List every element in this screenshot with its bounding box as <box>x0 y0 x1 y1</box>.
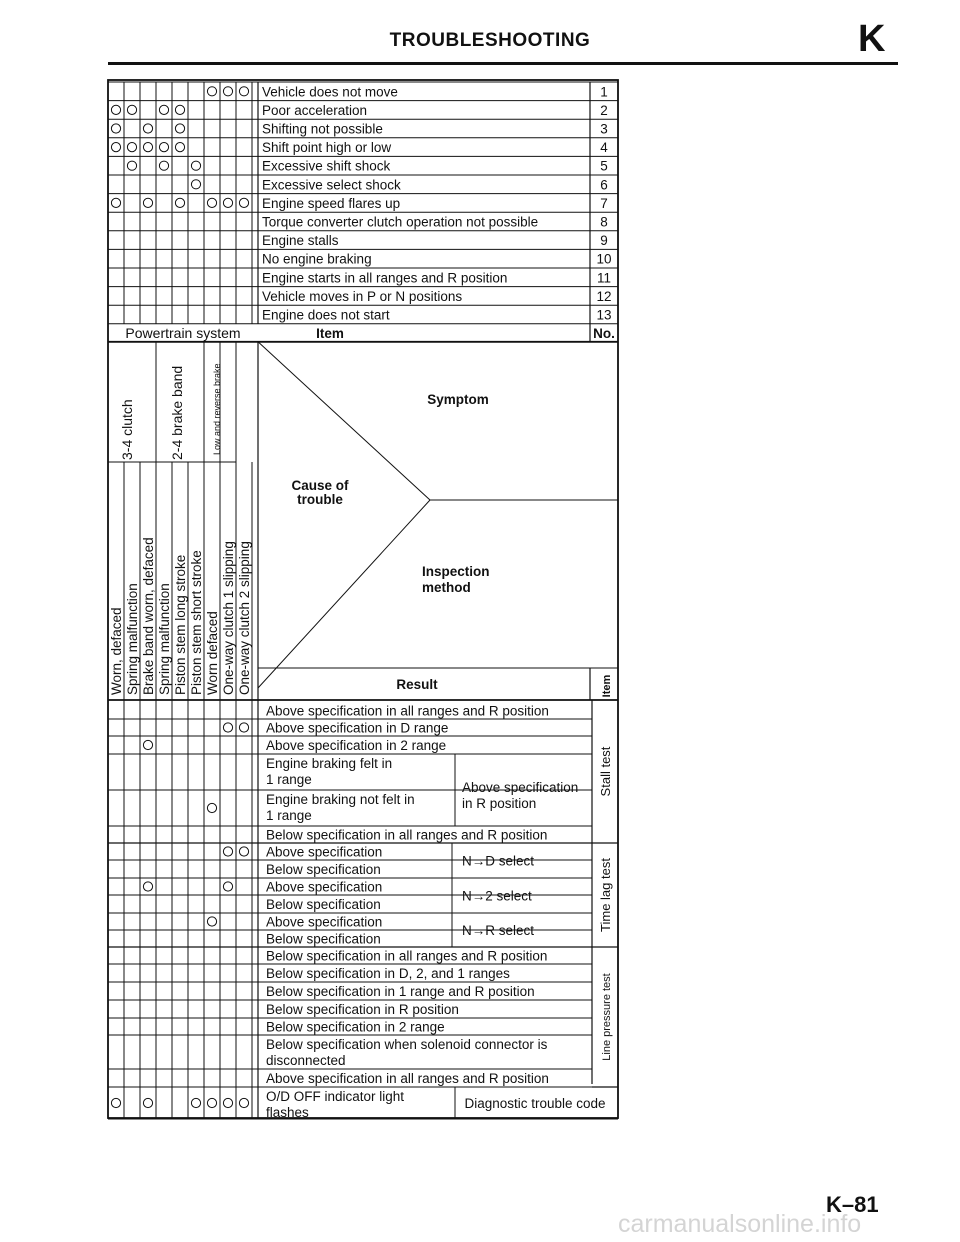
result-label: Below specification in D, 2, and 1 ranges <box>266 966 510 981</box>
symptom-label: Engine starts in all ranges and R position <box>262 270 508 286</box>
cause-header: trouble <box>297 492 343 507</box>
mark-circle <box>143 1098 152 1107</box>
mark-circle <box>207 198 216 207</box>
mark-circle <box>223 723 232 732</box>
mark-circle <box>191 180 200 189</box>
lag-sub-label: N→D select <box>462 853 535 869</box>
result-label: Above specification <box>266 914 383 930</box>
result-label: O/D OFF indicator light <box>266 1089 405 1104</box>
mark-circle <box>111 198 120 207</box>
result-label: Engine braking not felt in <box>266 792 415 807</box>
result-label: Below specification in 2 range <box>266 1019 445 1035</box>
stall-sub-label: in R position <box>462 796 537 811</box>
symptom-number: 6 <box>600 177 608 193</box>
grid-line <box>258 342 430 500</box>
mark-circle <box>175 143 184 152</box>
mark-circle <box>143 124 152 133</box>
no-header: No. <box>593 325 615 341</box>
cause-label: Piston stem short stroke <box>189 550 204 695</box>
diagnostic-label: Diagnostic trouble code <box>464 1096 606 1111</box>
mark-circle <box>239 1098 248 1107</box>
mark-circle <box>143 198 152 207</box>
result-header: Result <box>396 677 438 692</box>
mark-circle <box>127 105 136 114</box>
mark-circle <box>223 198 232 207</box>
symptom-header: Symptom <box>427 392 489 407</box>
result-label: Below specification when solenoid connector is <box>266 1037 548 1052</box>
result-label: Below specification <box>266 862 381 877</box>
mark-circle <box>223 847 232 856</box>
symptom-label: Engine does not start <box>262 307 390 323</box>
cause-label: One-way clutch 1 slipping <box>221 541 236 695</box>
result-label: Below specification <box>266 897 381 912</box>
grid-line <box>258 500 430 688</box>
group-label: 2-4 brake band <box>169 365 185 460</box>
symptom-number: 12 <box>596 288 612 304</box>
symptom-label: Vehicle moves in P or N positions <box>262 288 463 304</box>
result-label: Below specification in all ranges and R position <box>266 948 548 964</box>
symptom-label: Excessive shift shock <box>262 158 391 174</box>
symptom-label: Torque converter clutch operation not possible <box>262 214 539 230</box>
result-label: Below specification in 1 range and R position <box>266 984 535 999</box>
cause-label: Brake band worn, defaced <box>141 537 156 695</box>
mark-circle <box>239 198 248 207</box>
mark-circle <box>223 1098 232 1107</box>
mark-circle <box>207 87 216 96</box>
inspection-header: method <box>422 580 471 595</box>
symptom-number: 13 <box>596 307 612 323</box>
symptom-number: 4 <box>600 140 608 156</box>
mark-circle <box>143 143 152 152</box>
cause-label: Piston stem long stroke <box>173 554 188 695</box>
symptom-label: Poor acceleration <box>262 102 368 118</box>
cause-label: Worn defaced <box>205 611 220 695</box>
cause-label: Worn, defaced <box>109 607 124 695</box>
test-group-label: Time lag test <box>598 858 613 932</box>
mark-circle <box>175 105 184 114</box>
mark-circle <box>191 1098 200 1107</box>
mark-circle <box>127 143 136 152</box>
result-label: disconnected <box>266 1053 346 1068</box>
section-letter: K <box>858 18 886 60</box>
result-label: Above specification <box>266 844 383 860</box>
symptom-number: 2 <box>600 102 608 118</box>
result-label: Above specification <box>266 879 383 895</box>
result-label: Above specification in 2 range <box>266 738 447 753</box>
symptom-label: Excessive select shock <box>262 177 401 193</box>
symptom-label: Vehicle does not move <box>262 84 398 100</box>
cause-label: One-way clutch 2 slipping <box>237 541 252 695</box>
lag-sub-label: N→2 select <box>462 888 532 904</box>
mark-circle <box>159 161 168 170</box>
result-label: Engine braking felt in <box>266 756 393 771</box>
mark-circle <box>239 87 248 96</box>
symptom-number: 11 <box>596 270 612 286</box>
symptom-number: 3 <box>600 121 608 137</box>
mark-circle <box>223 882 232 891</box>
mark-circle <box>239 847 248 856</box>
mark-circle <box>239 723 248 732</box>
group-label: 3-4 clutch <box>119 399 135 460</box>
powertrain-system-label: Powertrain system <box>125 324 241 341</box>
symptom-label: Engine stalls <box>262 233 339 249</box>
stall-sub-label: Above specification <box>462 780 579 795</box>
mark-circle <box>127 161 136 170</box>
item-col-header: Item <box>601 674 613 698</box>
symptom-label: Shifting not possible <box>262 121 383 137</box>
mark-circle <box>159 143 168 152</box>
mark-circle <box>159 105 168 114</box>
mark-circle <box>111 105 120 114</box>
result-label: Above specification in all ranges and R position <box>266 703 549 719</box>
result-label: Below specification in all ranges and R position <box>266 827 548 843</box>
watermark: carmanualsonline.info <box>618 1210 862 1238</box>
symptom-number: 9 <box>600 233 608 249</box>
lag-sub-label: N→R select <box>462 923 535 938</box>
mark-circle <box>143 740 152 749</box>
mark-circle <box>143 882 152 891</box>
test-group-label: Line pressure test <box>601 973 613 1061</box>
mark-circle <box>207 917 216 926</box>
result-label: Below specification in R position <box>266 1002 459 1017</box>
mark-circle <box>111 143 120 152</box>
result-label: Above specification in D range <box>266 720 449 736</box>
symptom-label: No engine braking <box>262 251 372 267</box>
test-group-label: Stall test <box>598 746 613 797</box>
mark-circle <box>207 1098 216 1107</box>
cause-label: Spring malfunction <box>157 583 172 695</box>
symptom-number: 10 <box>596 251 612 267</box>
symptom-number: 7 <box>600 195 608 211</box>
symptom-number: 1 <box>600 84 608 100</box>
page-title: TROUBLESHOOTING <box>389 30 591 51</box>
symptom-number: 5 <box>600 158 608 174</box>
item-header: Item <box>316 325 344 341</box>
result-label: 1 range <box>266 808 312 823</box>
mark-circle <box>111 124 120 133</box>
symptom-label: Shift point high or low <box>262 140 392 156</box>
mark-circle <box>111 1098 120 1107</box>
cause-header: Cause of <box>291 478 349 493</box>
result-label: Above specification in all ranges and R position <box>266 1071 549 1086</box>
cause-label: Spring malfunction <box>125 583 140 695</box>
result-label: 1 range <box>266 772 312 787</box>
result-label: flashes <box>266 1105 309 1120</box>
mark-circle <box>175 198 184 207</box>
mark-circle <box>175 124 184 133</box>
result-label: Below specification <box>266 931 381 947</box>
inspection-header: Inspection <box>422 564 490 579</box>
symptom-number: 8 <box>600 214 608 230</box>
group-label: Low and reverse brake <box>212 363 222 455</box>
page-number: K–81 <box>826 1192 879 1217</box>
mark-circle <box>191 161 200 170</box>
mark-circle <box>223 87 232 96</box>
symptom-label: Engine speed flares up <box>262 195 401 211</box>
mark-circle <box>207 803 216 812</box>
